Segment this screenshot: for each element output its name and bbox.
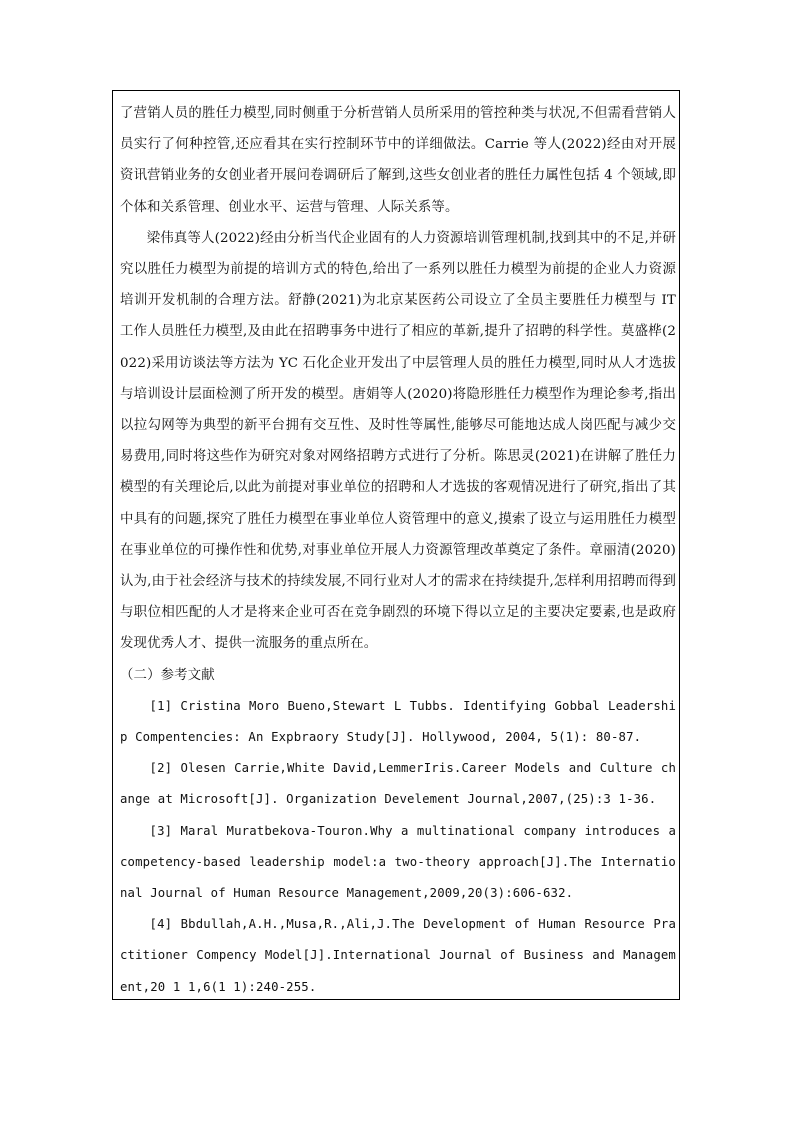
paragraph-literature-review: 梁伟真等人(2022)经由分析当代企业固有的人力资源培训管理机制,找到其中的不足,并研究以胜任力模型为前提的培训方式的特色,给出了一系列以胜任力模型为前提的企业人力资源培训开发机制的合理方法。舒静(2021)为北京某医药公司设立了全员主要胜任力模型与 IT 工作人员胜任力模型,及由此在招聘事务中进行了相应的革新,提升了招聘的科学性。莫盛桦(2022)采用访谈法等方法为 YC 石化企业开发出了中层管理人员的胜任力模型,同时从人才选拔与培训设计层面检测了所开发的模型。唐娟等人(2020)将隐形胜任力模型作为理论参考,指出以拉勾网等为典型的新平台拥有交互性、及时性等属性,能够尽可能地达成人岗匹配与减少交易费用,同时将这些作为研究对象对网络招聘方式进行了分析。陈思灵(2021)在讲解了胜任力模型的有关理论后,以此为前提对事业单位的招聘和人才选拔的客观情况进行了研究,指出了其中具有的问题,探究了胜任力模型在事业单位人资管理中的意义,摸索了设立与运用胜任力模型在事业单位的可操作性和优势,对事业单位开展人力资源管理改革奠定了条件。章丽清(2020)认为,由于社会经济与技术的持续发展,不同行业对人才的需求在持续提升,怎样利用招聘而得到与职位相匹配的人才是将来企业可否在竞争剧烈的环境下得以立足的主要决定要素,也是政府发现优秀人才、提供一流服务的重点所在。 xyxy=(120,230,676,652)
reference-item-3: [3] Maral Muratbekova-Touron.Why a multinational company introduces a competency-based leadership model:a two-theory approach[J].The International Journal of Human Resource Management,2009,20(3):606-632. xyxy=(120,823,676,901)
paragraph-continued: 了营销人员的胜任力模型,同时侧重于分析营销人员所采用的管控种类与状况,不但需看营销人员实行了何种控管,还应看其在实行控制环节中的详细做法。Carrie 等人(2022)经由对开展资讯营销业务的女创业者开展问卷调研后了解到,这些女创业者的胜任力属性包括 4 个领域,即个体和关系管理、创业水平、运营与管理、人际关系等。 xyxy=(120,106,676,215)
references-heading: （二）参考文献 xyxy=(120,667,215,683)
reference-item-4: [4] Bbdullah,A.H.,Musa,R.,Ali,J.The Development of Human Resource Practitioner Compency Model[J].International Journal of Business and Management,20 1 1,6(1 1):240-255. xyxy=(120,917,676,994)
reference-item-2: [2] Olesen Carrie,White David,LemmerIris.Career Models and Culture change at Microsoft[J]. Organization Develement Journal,2007,(25):3 1-36. xyxy=(120,761,676,807)
document-body xyxy=(120,98,676,1003)
reference-item-1: [1] Cristina Moro Bueno,Stewart L Tubbs. Identifying Gobbal Leadership Compentencies: An Expbraory Study[J]. Hollywood, 2004, 5(1): 80-87. xyxy=(120,698,676,745)
